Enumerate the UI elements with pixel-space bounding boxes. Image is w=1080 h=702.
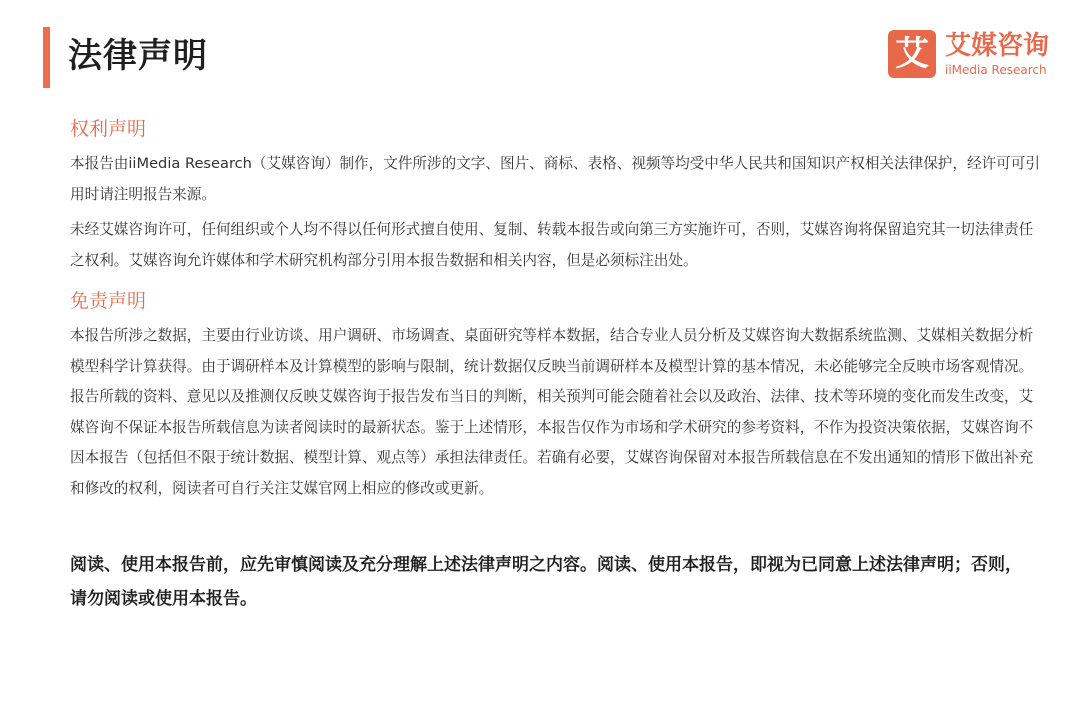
rights-paragraph-1: 本报告由iiMedia Research（艾媒咨询）制作，文件所涉的文字、图片、商标、表格、视频等均受中华人民共和国知识产权相关法律保护，经许可可引用时请注明报告来源。 (70, 155, 1040, 203)
disclaimer-paragraph: 本报告所涉之数据，主要由行业访谈、用户调研、市场调查、桌面研究等样本数据，结合专业人员分析及艾媒咨询大数据系统监测、艾媒相关数据分析模型科学计算获得。由于调研样本及计算模型的影响与限制，统计数据仅反映当前调研样本及模型计算的基本情况，未必能够完全反映市场客观情况。报告所载的资料、意见以及推测仅反映艾媒咨询于报告发布当日的判断，相关预判可能会随着社会以及政治、法律、技术等环境的变化而发生改变，艾媒咨询不保证本报告所载信息为读者阅读时的最新状态。鉴于上述情形，本报告仅作为市场和学术研究的参考资料，不作为投资决策依据，艾媒咨询不因本报告（包括但不限于统计数据、模型计算、观点等）承担法律责任。若确有必要，艾媒咨询保留对本报告所载信息在不发出通知的情形下做出补充和修改的权利，阅读者可自行关注艾媒官网上相应的修改或更新。 (70, 327, 1034, 497)
section-heading-disclaimer: 免责声明 (70, 290, 147, 312)
rights-paragraph-2: 未经艾媒咨询许可，任何组织或个人均不得以任何形式擅自使用、复制、转载本报告或向第三方实施许可，否则，艾媒咨询将保留追究其一切法律责任之权利。艾媒咨询允许媒体和学术研究机构部分引用本报告数据和相关内容，但是必须标注出处。 (70, 221, 1034, 269)
company-logo (888, 30, 1063, 80)
page-title: 法律声明 (68, 36, 208, 76)
logo-mark-icon: 艾 (888, 30, 936, 78)
section-heading-rights: 权利声明 (70, 118, 147, 140)
final-statement: 阅读、使用本报告前，应先审慎阅读及充分理解上述法律声明之内容。阅读、使用本报告，即视为已同意上述法律声明；否则，请勿阅读或使用本报告。 (70, 555, 1022, 609)
logo-name-cn: 艾媒咨询 (945, 31, 1050, 61)
logo-name-en: iiMedia Research (945, 63, 1047, 77)
title-accent-bar (43, 27, 50, 88)
